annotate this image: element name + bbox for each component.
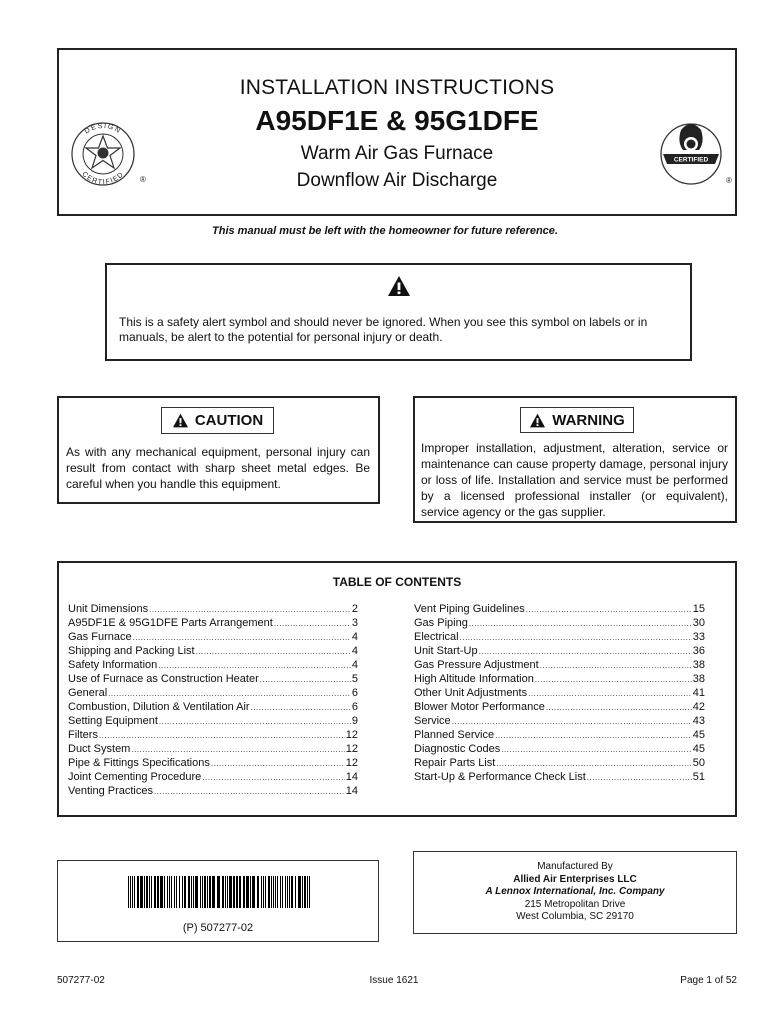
toc-entry-page: 33 — [692, 631, 705, 643]
barcode-bar — [302, 876, 303, 908]
toc-entry[interactable] — [414, 687, 705, 701]
toc-entry[interactable] — [68, 617, 358, 631]
barcode-bar — [167, 876, 168, 908]
toc-entry-title: High Altitude Information — [414, 673, 534, 685]
barcode-bar — [252, 876, 255, 908]
toc-entry-title: Filters — [68, 729, 98, 741]
toc-entry[interactable] — [414, 743, 705, 757]
homeowner-notice: This manual must be left with the homeowner for future reference. — [212, 225, 558, 237]
toc-entry[interactable] — [68, 729, 358, 743]
toc-entry-title: Pipe & Fittings Specifications — [68, 757, 210, 769]
toc-entry-title: Other Unit Adjustments — [414, 687, 528, 699]
barcode-bar — [222, 876, 224, 908]
toc-entry-title: Setting Equipment — [68, 715, 158, 727]
toc-entry-title: General — [68, 687, 108, 699]
barcode-box — [57, 860, 379, 942]
toc-entry-page: 14 — [345, 771, 358, 783]
barcode-bar — [195, 876, 198, 908]
barcode-bar — [174, 876, 175, 908]
toc-entry-page: 2 — [351, 603, 358, 615]
toc-entry-page: 12 — [345, 757, 358, 769]
barcode-bar — [157, 876, 159, 908]
toc-entry-page: 3 — [351, 617, 358, 629]
barcode-bar — [250, 876, 251, 908]
toc-entry-page: 6 — [351, 687, 358, 699]
toc-entry-page: 45 — [692, 743, 705, 755]
caution-box — [57, 396, 380, 504]
toc-entry-page: 38 — [692, 673, 705, 685]
toc-entry-page: 43 — [692, 715, 705, 727]
toc-entry[interactable] — [68, 645, 358, 659]
toc-entry-page: 42 — [692, 701, 705, 713]
barcode-bar — [176, 876, 177, 908]
registered-mark: ® — [726, 176, 732, 185]
part-number: (P) 507277-02 — [182, 922, 254, 934]
toc-entry-title: Diagnostic Codes — [414, 743, 501, 755]
barcode-bar — [207, 876, 208, 908]
barcode-bar — [132, 876, 133, 908]
barcode-bar — [130, 876, 131, 908]
toc-entry[interactable] — [68, 771, 358, 785]
manufacturer-name: Allied Air Enterprises LLC — [513, 873, 637, 885]
barcode-bar — [307, 876, 308, 908]
toc-entry[interactable] — [68, 631, 358, 645]
barcode-bar — [277, 876, 278, 908]
toc-entry-page: 4 — [351, 645, 358, 657]
toc-entry[interactable] — [414, 659, 705, 673]
barcode-bar — [280, 876, 281, 908]
barcode-bar — [137, 876, 139, 908]
toc-entry-title: Venting Practices — [68, 785, 153, 797]
safety-alert-box — [105, 263, 692, 361]
toc-entry-page: 5 — [351, 673, 358, 685]
product-subtitle: Warm Air Gas Furnace — [300, 143, 494, 164]
barcode-bar — [227, 876, 228, 908]
barcode-bar — [233, 876, 235, 908]
toc-entry-title: Gas Pressure Adjustment — [414, 659, 539, 671]
toc-entry-title: Blower Motor Performance — [414, 701, 545, 713]
toc-entry-page: 9 — [351, 715, 358, 727]
barcode-bar — [202, 876, 203, 908]
toc-entry-title: Planned Service — [414, 729, 495, 741]
barcode-bar — [149, 876, 150, 908]
city-address: West Columbia, SC 29170 — [516, 911, 634, 922]
barcode-bar — [265, 876, 266, 908]
barcode-bar — [304, 876, 306, 908]
seal-bottom-text: CERTIFIED — [80, 170, 126, 187]
toc-entry-page: 15 — [692, 603, 705, 615]
barcode-bar — [291, 876, 293, 908]
barcode-bar — [184, 876, 186, 908]
toc-entry-title: Safety Information — [68, 659, 158, 671]
barcode-bar — [225, 876, 226, 908]
caution-header — [161, 407, 274, 434]
barcode-bar — [309, 876, 310, 908]
toc-entry[interactable] — [68, 687, 358, 701]
barcode-bar — [243, 876, 245, 908]
barcode-bar — [287, 876, 288, 908]
toc-entry[interactable] — [414, 771, 705, 785]
toc-entry-title: Repair Parts List — [414, 757, 496, 769]
toc-entry[interactable] — [68, 673, 358, 687]
barcode-bar — [229, 876, 232, 908]
barcode-bar — [257, 876, 259, 908]
barcode-bar — [160, 876, 163, 908]
barcode-bar — [261, 876, 262, 908]
discharge-subtitle: Downflow Air Discharge — [296, 170, 498, 191]
toc-entry-title: Gas Piping — [414, 617, 468, 629]
toc-entry-page: 12 — [345, 729, 358, 741]
toc-entry-page: 50 — [692, 757, 705, 769]
toc-entry[interactable] — [414, 645, 705, 659]
barcode-image — [128, 876, 310, 908]
footer-issue: Issue 1621 — [369, 975, 419, 986]
barcode-bar — [263, 876, 264, 908]
model-title: A95DF1E & 95G1DFE — [255, 105, 539, 136]
barcode-bar — [289, 876, 290, 908]
barcode-bar — [171, 876, 172, 908]
toc-entry-title: Combustion, Dilution & Ventilation Air — [68, 701, 250, 713]
toc-entry-title: Electrical — [414, 631, 459, 643]
toc-entry-page: 4 — [351, 659, 358, 671]
warning-triangle-icon — [529, 413, 546, 428]
seal-top-text: DESIGN — [83, 122, 123, 136]
barcode-bar — [212, 876, 215, 908]
barcode-bar — [169, 876, 170, 908]
toc-entry-title: Joint Cementing Procedure — [68, 771, 202, 783]
toc-left-column — [68, 603, 358, 799]
warning-label: WARNING — [552, 411, 625, 429]
toc-title: TABLE OF CONTENTS — [332, 575, 462, 589]
warning-triangle-icon — [172, 413, 189, 428]
barcode-bar — [140, 876, 143, 908]
toc-entry-title: Unit Start-Up — [414, 645, 478, 657]
street-address: 215 Metropolitan Drive — [524, 898, 626, 910]
barcode-bar — [246, 876, 249, 908]
barcode-bar — [275, 876, 276, 908]
safety-alert-icon — [387, 275, 411, 297]
barcode-bar — [268, 876, 270, 908]
caution-label: CAUTION — [194, 412, 264, 429]
barcode-bar — [200, 876, 201, 908]
barcode-bar — [285, 876, 286, 908]
toc-entry[interactable] — [68, 603, 358, 617]
barcode-bar — [182, 876, 183, 908]
toc-entry-page: 51 — [692, 771, 705, 783]
toc-entry[interactable] — [414, 617, 705, 631]
toc-entry-title: Shipping and Packing List — [68, 645, 195, 657]
safety-alert-text: This is a safety alert symbol and should never be ignored. When you see this symbol on labels or in manuals, be alert to the potential for personal injury or death. — [119, 315, 648, 344]
barcode-bar — [239, 876, 241, 908]
toc-entry-title: A95DF1E & 95G1DFE Parts Arrangement — [68, 617, 273, 629]
toc-entry[interactable] — [414, 603, 705, 617]
barcode-bar — [282, 876, 283, 908]
toc-entry-page: 41 — [692, 687, 705, 699]
toc-entry-title: Vent Piping Guidelines — [414, 603, 525, 615]
barcode-bar — [193, 876, 194, 908]
footer-doc-number: 507277-02 — [57, 975, 105, 986]
barcode-bar — [134, 876, 135, 908]
toc-entry[interactable] — [68, 785, 358, 799]
table-of-contents — [57, 561, 737, 817]
toc-entry-page: 38 — [692, 659, 705, 671]
warning-text: Improper installation, adjustment, alteration, service or maintenance can cause property damage, personal injury or loss of life. Installation and service must be performed by a licensed professional installer (or equivalent), service agency or the gas supplier. — [421, 441, 728, 519]
barcode-bar — [236, 876, 238, 908]
manufacturer-box — [413, 851, 737, 934]
toc-entry[interactable] — [414, 729, 705, 743]
barcode-bar — [179, 876, 180, 908]
toc-entry[interactable] — [68, 701, 358, 715]
barcode-bar — [217, 876, 220, 908]
registered-mark: ® — [140, 175, 146, 184]
toc-entry-page: 14 — [345, 785, 358, 797]
barcode-bar — [151, 876, 152, 908]
barcode-bar — [146, 876, 148, 908]
toc-entry[interactable] — [414, 715, 705, 729]
toc-entry-title: Service — [414, 715, 451, 727]
toc-entry[interactable] — [68, 757, 358, 771]
parent-company: A Lennox International, Inc. Company — [485, 886, 665, 897]
doc-type-heading: INSTALLATION INSTRUCTIONS — [239, 76, 555, 99]
toc-entry[interactable] — [414, 701, 705, 715]
manufactured-by-label: Manufactured By — [537, 861, 613, 872]
toc-entry-page: 6 — [351, 701, 358, 713]
toc-entry[interactable] — [414, 631, 705, 645]
barcode-bar — [144, 876, 145, 908]
barcode-bar — [164, 876, 165, 908]
barcode-bar — [295, 876, 296, 908]
barcode-bar — [188, 876, 190, 908]
toc-entry-page: 12 — [345, 743, 358, 755]
footer-page-number: Page 1 of 52 — [680, 975, 737, 986]
toc-entry[interactable] — [414, 757, 705, 771]
toc-entry[interactable] — [68, 659, 358, 673]
csa-certified-seal — [655, 120, 735, 190]
warning-header — [520, 407, 634, 433]
barcode-bar — [191, 876, 192, 908]
barcode-bar — [154, 876, 156, 908]
toc-entry-page: 45 — [692, 729, 705, 741]
toc-entry-page: 36 — [692, 645, 705, 657]
barcode-bar — [271, 876, 272, 908]
csa-badge-text: CERTIFIED — [673, 156, 709, 164]
caution-text: As with any mechanical equipment, personal injury can result from contact with sharp sheet metal edges. Be careful when you handle this equipment. — [66, 445, 370, 491]
toc-entry-title: Start-Up & Performance Check List — [414, 771, 586, 783]
toc-entry-title: Unit Dimensions — [68, 603, 149, 615]
barcode-bar — [128, 876, 129, 908]
toc-entry[interactable] — [68, 715, 358, 729]
barcode-bar — [298, 876, 301, 908]
toc-entry-title: Duct System — [68, 743, 131, 755]
warning-box — [413, 396, 737, 523]
toc-entry-page: 30 — [692, 617, 705, 629]
toc-entry[interactable] — [414, 673, 705, 687]
toc-entry-title: Use of Furnace as Construction Heater — [68, 673, 259, 685]
toc-right-column — [414, 603, 705, 785]
barcode-bar — [209, 876, 211, 908]
toc-entry-title: Gas Furnace — [68, 631, 132, 643]
toc-entry[interactable] — [68, 743, 358, 757]
barcode-bar — [204, 876, 206, 908]
barcode-bar — [273, 876, 274, 908]
title-header-box — [57, 48, 737, 216]
toc-entry-page: 4 — [351, 631, 358, 643]
